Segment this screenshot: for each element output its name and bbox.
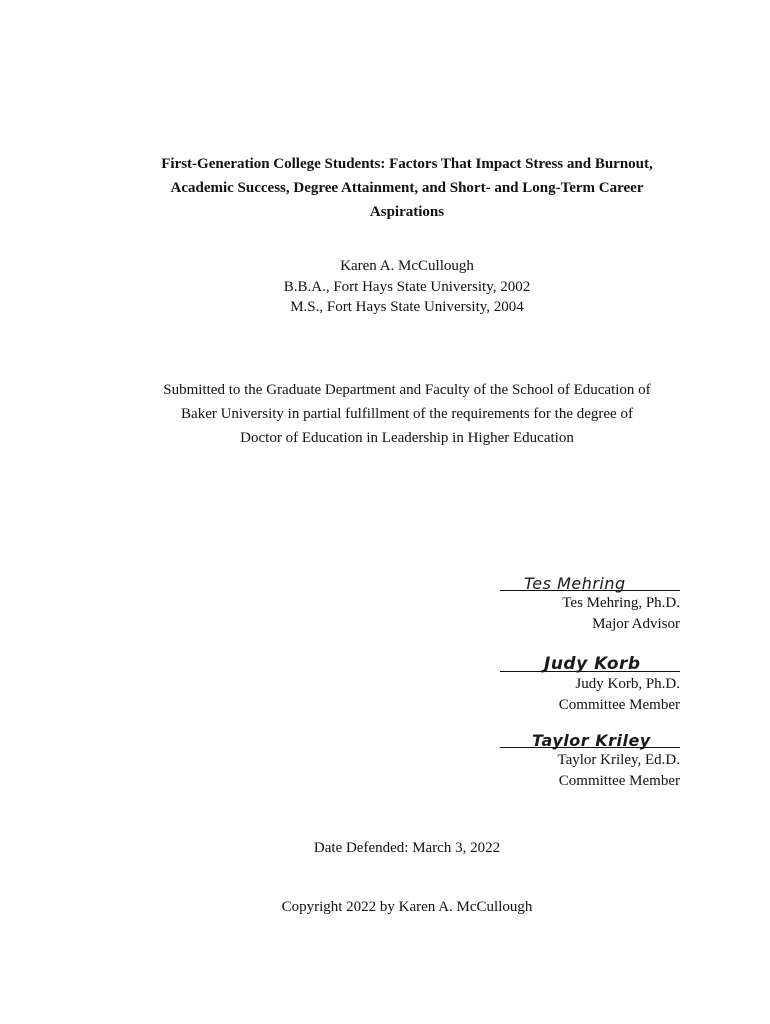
signer-name: Tes Mehring, Ph.D. xyxy=(562,595,680,611)
title-line-1: First-Generation College Students: Factors That Impact Stress and Burnout, xyxy=(161,156,653,172)
date-defended: Date Defended: March 3, 2022 xyxy=(313,840,501,856)
submission-line-1: Submitted to the Graduate Department and Faculty of the School of Education of xyxy=(163,382,651,398)
dissertation-title xyxy=(100,152,714,224)
signer-role: Committee Member xyxy=(558,773,680,789)
handwritten-signature: Taylor Kriley xyxy=(532,731,651,750)
author-name: Karen A. McCullough xyxy=(340,258,474,274)
submission-line-3: Doctor of Education in Leadership in Higher Education xyxy=(240,430,574,446)
author-block xyxy=(100,256,714,318)
author-degree-bba: B.B.A., Fort Hays State University, 2002 xyxy=(283,278,531,295)
handwritten-signature: Tes Mehring xyxy=(524,574,626,593)
signature-block-committee-1 xyxy=(500,643,680,716)
copyright-notice: Copyright 2022 by Karen A. McCullough xyxy=(281,899,533,915)
signature-block-committee-2 xyxy=(500,719,680,792)
signature-line xyxy=(500,562,680,591)
signer-name: Taylor Kriley, Ed.D. xyxy=(557,752,680,768)
title-line-2: Academic Success, Degree Attainment, and Short- and Long-Term Career xyxy=(170,180,644,196)
submission-statement xyxy=(100,378,714,450)
signature-line xyxy=(500,643,680,672)
submission-line-2: Baker University in partial fulfillment of the requirements for the degree of xyxy=(181,406,633,422)
signer-role: Committee Member xyxy=(558,697,680,713)
handwritten-signature: Judy Korb xyxy=(544,654,641,674)
title-line-3: Aspirations xyxy=(369,204,445,220)
author-degree-ms: M.S., Fort Hays State University, 2004 xyxy=(290,299,524,315)
signature-line xyxy=(500,719,680,748)
signer-role: Major Advisor xyxy=(592,616,680,632)
signature-block-advisor xyxy=(500,562,680,635)
signer-name: Judy Korb, Ph.D. xyxy=(575,676,680,692)
